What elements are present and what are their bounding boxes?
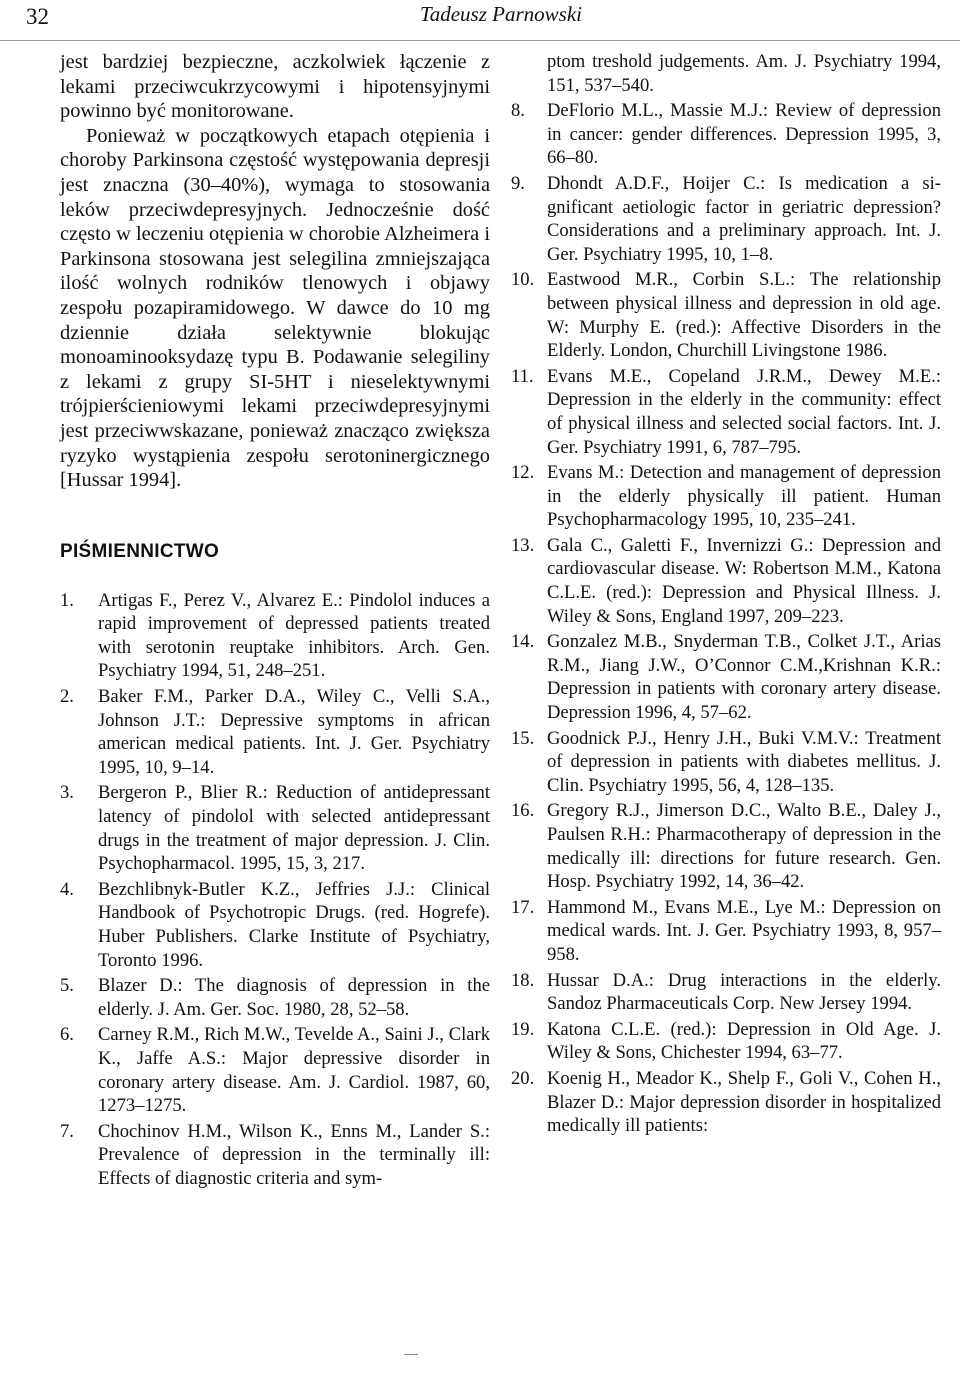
reference-number: 10. xyxy=(511,269,535,291)
reference-text: Gregory R.J., Jimerson D.C., Walto B.E., Daley J., Paulsen R.H.: Pharmacotherapy of depression in the medically ill: directions for future research. Gen. Hosp. Psychiatry 1992, 14, 36–42. xyxy=(547,800,941,893)
reference-number: 1. xyxy=(60,589,74,611)
reference-text: Artigas F., Perez V., Alvarez E.: Pindolol induces a rapid improvement of depressed patients treated with serotonin reuptake inhibitors. Arch. Gen. Psychiatry 1994, 51, 248–251. xyxy=(98,589,490,682)
running-head-author: Tadeusz Parnowski xyxy=(419,2,582,26)
reference-item xyxy=(60,685,490,779)
reference-text: Goodnick P.J., Henry J.H., Buki V.M.V.: Treatment of depression in patients with diabetes mellitus. J. Clin. Psychiatry 1995, 56, 4, 128–135. xyxy=(547,727,941,796)
reference-text: DeFlorio M.L., Massie M.J.: Review of depression in cancer: gender differences. Depression 1995, 3, 66–80. xyxy=(547,100,941,169)
reference-number: 14. xyxy=(511,631,535,653)
reference-item xyxy=(60,781,490,875)
reference-number: 18. xyxy=(511,969,535,991)
page-number: 32 xyxy=(26,4,49,29)
reference-continuation: ptom treshold judgements. Am. J. Psychiatry 1994, 151, 537–540. xyxy=(547,51,941,96)
reference-text: Baker F.M., Parker D.A., Wiley C., Velli S.A., Johnson J.T.: Depressive symptoms in african american medical patients. Int. J. Ger. Psychiatry 1995, 10, 9–14. xyxy=(98,686,490,778)
right-column xyxy=(511,50,941,1140)
reference-item xyxy=(60,1023,490,1117)
reference-number: 17. xyxy=(511,896,535,918)
reference-item xyxy=(511,799,941,893)
reference-text: Chochinov H.M., Wilson K., Enns M., Lander S.: Prevalence of depression in the terminally ill: Effects of diagnostic criteria and sym- xyxy=(98,1120,490,1189)
reference-number: 8. xyxy=(511,100,525,122)
reference-item xyxy=(511,727,941,798)
reference-text: Katona C.L.E. (red.): Depression in Old Age. J. Wiley & Sons, Chichester 1994, 63–77. xyxy=(547,1018,941,1064)
section-heading: PIŚMIENNICTWO xyxy=(60,540,220,562)
reference-number: 20. xyxy=(511,1067,535,1089)
reference-number: 7. xyxy=(60,1120,74,1142)
reference-item xyxy=(511,534,941,628)
left-column xyxy=(60,50,490,1193)
reference-list xyxy=(60,589,490,1191)
reference-number: 9. xyxy=(511,172,525,194)
reference-text: Blazer D.: The diagnosis of depression in the elderly. J. Am. Ger. Soc. 1980, 28, 52–58. xyxy=(98,975,490,1020)
reference-text: Hammond M., Evans M.E., Lye M.: Depression on medical wards. Int. J. Ger. Psychiatry 1993, 8, 957–958. xyxy=(547,896,941,965)
reference-text: Carney R.M., Rich M.W., Tevelde A., Saini J., Clark K., Jaffe A.S.: Major depressive disorder in coronary artery disease. Am. J. Cardiol. 1987, 60, 1273–1275. xyxy=(98,1024,490,1117)
reference-item xyxy=(60,878,490,972)
reference-text: Gonzalez M.B., Snyderman T.B., Colket J.T., Arias R.M., Jiang J.W., O’Connor C.M.,Krishnan K.R.: Depression in patients with coronary artery disease. Depression 1996, 4, 57–62. xyxy=(547,631,941,724)
reference-text: Eastwood M.R., Corbin S.L.: The relationship between physical illness and depression in old age. W: Murphy E. (red.): Affective Disorders in the Elderly. London, Churchill Livingstone 1986. xyxy=(547,269,941,362)
reference-item xyxy=(60,1120,490,1191)
reference-text: Gala C., Galetti F., Invernizzi G.: Depression and cardiovascular disease. W: Robertson M.M., Katona C.L.E. (red.): Depression and Physical Illness. J. Wiley & Sons, England 1997, 209–223. xyxy=(547,534,941,627)
reference-text: Bergeron P., Blier R.: Reduction of antidepressant latency of pindolol with selected antidepressant drugs in the treatment of major depression. J. Clin. Psychopharmacol. 1995, 15, 3, 217. xyxy=(98,782,490,875)
page-header xyxy=(0,0,960,41)
reference-number: 6. xyxy=(60,1024,74,1046)
reference-text: Bezchlibnyk-Butler K.Z., Jeffries J.J.: Clinical Handbook of Psychotropic Drugs. (red. Hogrefe). Huber Publishers. Clarke Institute of Psychiatry, Toronto 1996. xyxy=(98,878,490,971)
paragraph: jest bardziej bezpieczne, aczkolwiek łączenie z lekami przeciwcukrzycowymi i hipotensyjnymi powinno być monitorowane. xyxy=(60,51,490,123)
reference-number: 5. xyxy=(60,975,74,997)
reference-number: 4. xyxy=(60,878,74,900)
reference-text: Evans M.E., Copeland J.R.M., Dewey M.E.: Depression in the elderly in the community: effect of physical illness and selected social factors. Int. J. Ger. Psychiatry 1991, 6, 787–795. xyxy=(547,365,941,458)
reference-number: 15. xyxy=(511,727,535,749)
reference-number: 12. xyxy=(511,462,535,484)
reference-item xyxy=(511,630,941,724)
reference-item xyxy=(511,99,941,170)
paragraph: Ponieważ w początkowych etapach otępienia i choroby Parkinsona częstość występowania depresji jest znaczna (30–40%), wymaga to stosowania leków przeciwdepresyjnych. Jednocześnie dość często w leczeniu otępienia w chorobie Alzheimera i Parkinsona stosowana jest selegilina zmniejszająca ilość wolnych rodników tlenowych i objawy zespołu pozapiramidowego. W dawce do 10 mg dziennie działa selektywnie blokując monoaminooksydazę typu B. Podawanie selegiliny z lekami z grupy SI-5HT i nieselektywnymi trójpierścieniowymi lekami przeciwdepresyjnymi jest przeciwwskazane, ponieważ znacząco zwiększa ryzyko wystąpienia zespołu serotoninergicznego [Hussar 1994]. xyxy=(60,124,490,492)
reference-item xyxy=(511,896,941,967)
reference-item xyxy=(511,1067,941,1138)
reference-number: 11. xyxy=(511,365,534,387)
reference-text: Evans M.: Detection and management of depression in the elderly physically ill patient. Human Psychopharmacology 1995, 10, 235–241. xyxy=(547,462,941,531)
reference-item xyxy=(511,1018,941,1065)
reference-list xyxy=(511,99,941,1138)
reference-item xyxy=(60,589,490,683)
reference-text: Hussar D.A.: Drug interactions in the elderly. Sandoz Pharmaceuticals Corp. New Jersey 1994. xyxy=(547,969,941,1015)
footer-mark xyxy=(404,1354,418,1355)
reference-text: Dhondt A.D.F., Hoijer C.: Is medication a significant aetiologic factor in geriatric depression? Considerations and a preliminary approach. Int. J. Ger. Psychiatry 1995, 10, 1–8. xyxy=(547,172,941,265)
reference-text: Koenig H., Meador K., Shelp F., Goli V., Cohen H., Blazer D.: Major depression disorder in hospitalized medically ill patients: xyxy=(547,1067,941,1137)
reference-item xyxy=(511,969,941,1016)
reference-number: 3. xyxy=(60,782,74,804)
reference-number: 2. xyxy=(60,686,74,708)
reference-item xyxy=(511,365,941,459)
reference-number: 16. xyxy=(511,800,535,822)
reference-item xyxy=(511,268,941,362)
reference-item xyxy=(511,461,941,532)
reference-number: 13. xyxy=(511,534,535,556)
reference-item xyxy=(511,172,941,266)
body-text xyxy=(60,50,490,493)
reference-number: 19. xyxy=(511,1018,535,1040)
reference-item xyxy=(60,974,490,1021)
